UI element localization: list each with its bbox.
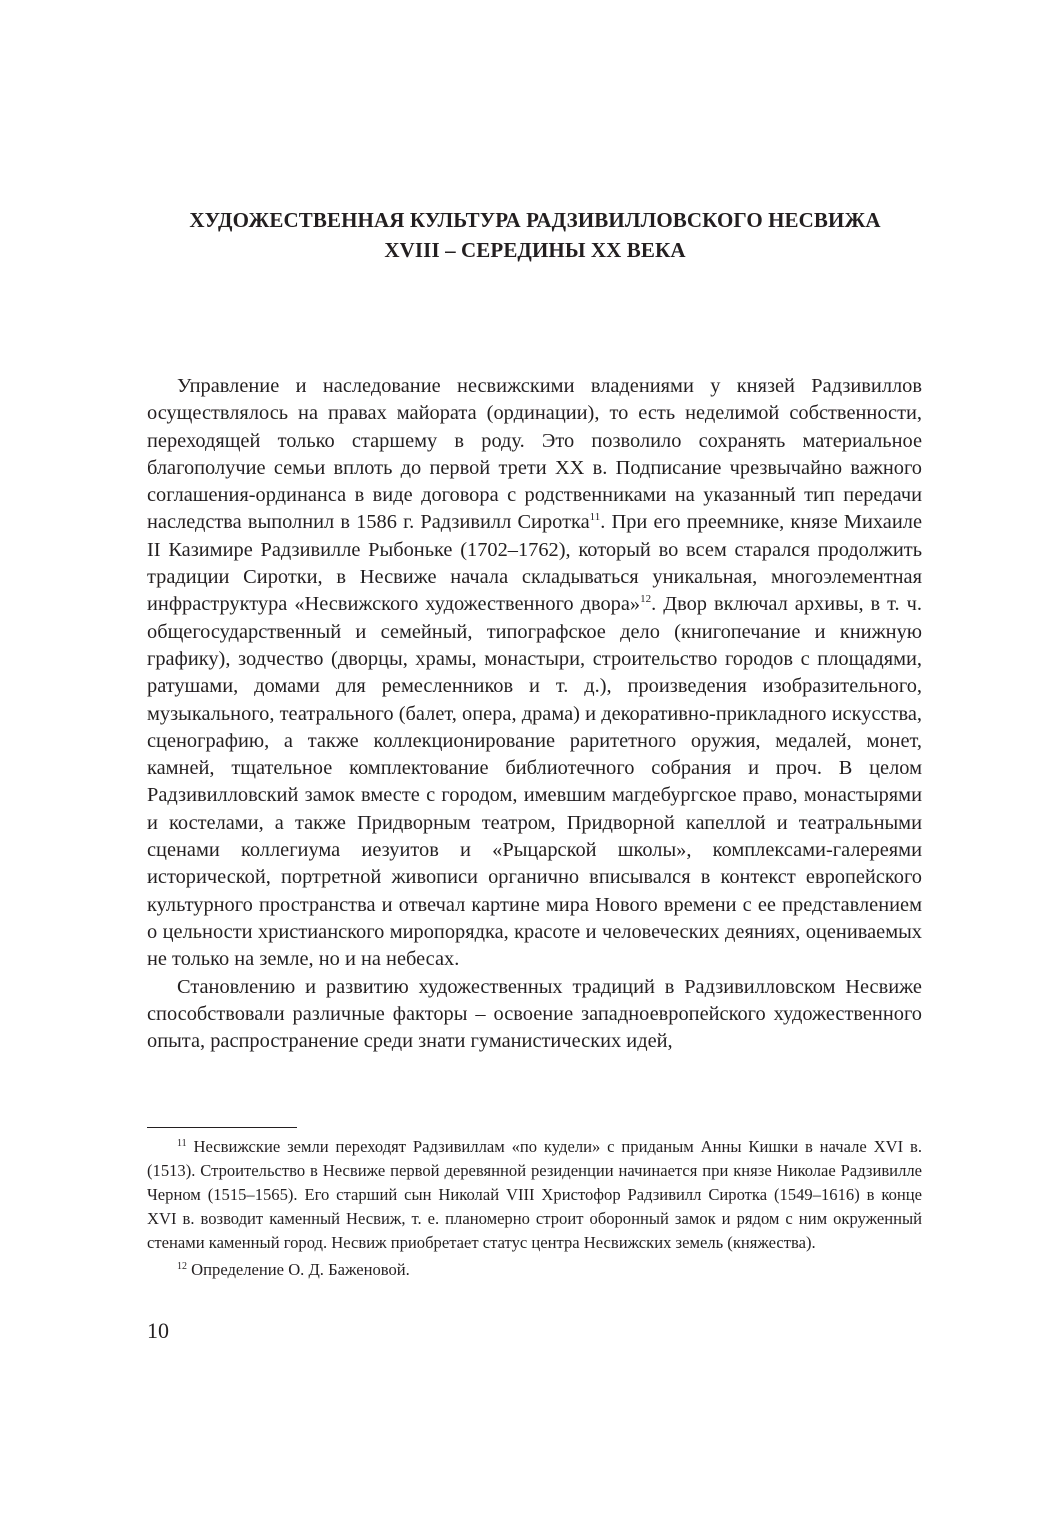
paragraph-1-part-3: . Двор включал архивы, в т. ч. общегосударственный и семейный, типографское дело (книгопечание и книжную графику), зодчество (дворцы, храмы, монастыри, строительство городов с площадями, ратушами, домами для ремесленников и т. д.), произведения изобразительного, музыкального, театрального (балет, опера, драма) и декоративно-прикладного искусства, сценографию, а также коллекционирование раритетного оружия, медалей, монет, камней, тщательное комплектование библиотечного собрания и проч. В целом Радзивилловский замок вместе с городом, имевшим магдебургское право, монастырями и костелами, а также Придворным театром, Придворной капеллой и театральными сценами коллегиума иезуитов и «Рыцарской школы», комплексами-галереями исторической, портретной живописи органично вписывался в контекст европейского культурного пространства и отвечал картине мира Нового времени с ее представлением о цельности христианского миропорядка, красоте и человеческих деяниях, оцениваемых не только на земле, но и на небесах.: [147, 593, 922, 971]
paragraph-1-part-2: . При его преемнике, князе Михаиле II Казимире Радзивилле Рыбоньке (1702–1762), который во всем старался продолжить традиции Сиротки, в Несвиже начала складываться уникальная, многоэлементная инфраструктура «Несвижского художественного двора»: [147, 511, 922, 616]
footnote-ref-11: 11: [589, 511, 601, 524]
footnote-11: [147, 1135, 922, 1255]
chapter-title-line-2: XVIII – СЕРЕДИНЫ XX ВЕКА: [384, 238, 686, 262]
footnotes: [147, 1135, 922, 1285]
paragraph-1: [147, 373, 922, 974]
chapter-title-line-1: ХУДОЖЕСТВЕННАЯ КУЛЬТУРА РАДЗИВИЛЛОВСКОГО НЕСВИЖА: [189, 208, 881, 232]
footnote-separator: [147, 1127, 297, 1128]
footnote-text-11: Несвижские земли переходят Радзивиллам «по кудели» с приданым Анны Кишки в начале XVI в. (1513). Строительство в Несвиже первой деревянной резиденции начинается при князе Николае Радзивилле Черном (1515–1565). Его старший сын Николай VIII Христофор Радзивилл Сиротка (1549–1616) в конце XVI в. возводит каменный Несвиж, т. е. планомерно строит оборонный замок и рядом с ним окруженный стенами каменный город. Несвиж приобретает статус центра Несвижских земель (княжества).: [147, 1137, 922, 1252]
footnote-ref-12: 12: [640, 593, 652, 606]
footnote-number-11: 11: [177, 1138, 187, 1149]
footnote-12: [147, 1258, 922, 1282]
chapter-title: [120, 205, 950, 265]
paragraph-1-part-1: Управление и наследование несвижскими владениями у князей Радзивиллов осуществлялось на правах майората (ординации), то есть неделимой собственности, переходящей только старшему в роду. Это позволило сохранять материальное благополучие семьи вплоть до первой трети XX в. Подписание чрезвычайно важного соглашения-ординанса в виде договора с родственниками на указанный тип передачи наследства выполнил в 1586 г. Радзивилл Сиротка: [147, 375, 922, 534]
main-text: [147, 373, 922, 1055]
page-number: 10: [147, 1318, 169, 1343]
footnote-text-12: Определение О. Д. Баженовой.: [191, 1260, 410, 1279]
paragraph-2: Становлению и развитию художественных традиций в Радзивилловском Несвиже способствовали различные факторы – освоение западноевропейского художественного опыта, распространение среди знати гуманистических идей,: [147, 975, 922, 1053]
footnote-number-12: 12: [177, 1261, 187, 1272]
